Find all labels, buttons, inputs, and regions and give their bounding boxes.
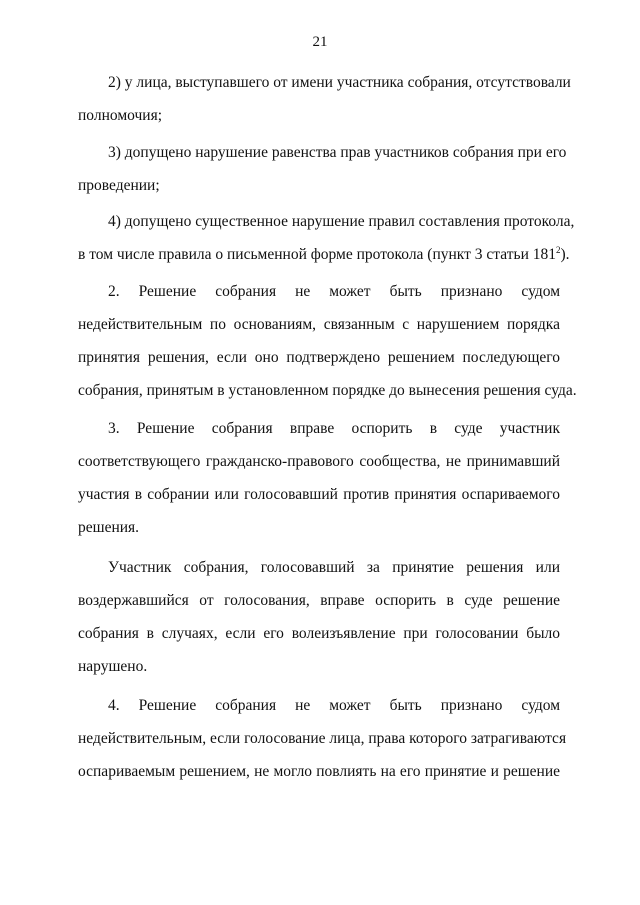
text-line: 2) у лица, выступавшего от имени участника собрания, отсутствовали bbox=[108, 74, 571, 91]
paragraph-item-2 bbox=[78, 66, 571, 132]
paragraph-item-3 bbox=[78, 136, 567, 202]
text-line: принятия решения, если оно подтверждено решением последующего bbox=[78, 349, 560, 366]
paragraph-clause-4 bbox=[78, 689, 567, 788]
text-line: нарушено. bbox=[78, 658, 148, 675]
text-line: оспариваемым решением, не могло повлиять на его принятие и решение bbox=[78, 763, 560, 780]
text-line bbox=[78, 238, 570, 271]
text-line: собрания, принятым в установленном порядке до вынесения решения суда. bbox=[78, 382, 577, 399]
text-line: 4. Решение собрания не может быть признано судом bbox=[108, 697, 560, 714]
text-line: 3) допущено нарушение равенства прав участников собрания при его bbox=[108, 144, 567, 161]
text-line: 2. Решение собрания не может быть признано судом bbox=[108, 283, 560, 300]
text-line: недействительным, если голосование лица, права которого затрагиваются bbox=[78, 730, 567, 747]
text-line: Участник собрания, голосовавший за принятие решения или bbox=[108, 559, 560, 576]
text-line: 4) допущено существенное нарушение правил составления протокола, bbox=[108, 213, 575, 230]
text-line: решения. bbox=[78, 519, 140, 536]
text-line: участия в собрании или голосовавший против принятия оспариваемого bbox=[78, 486, 560, 503]
text-line: полномочия; bbox=[78, 107, 163, 124]
text-segment: в том числе правила о письменной форме протокола (пункт 3 статьи 181 bbox=[78, 246, 556, 263]
paragraph-clause-3 bbox=[78, 412, 560, 544]
paragraph-item-4 bbox=[78, 205, 575, 271]
text-line: недействительным по основаниям, связанным с нарушением порядка bbox=[78, 316, 560, 333]
paragraph-clause-2 bbox=[78, 275, 577, 407]
text-line: соответствующего гражданско-правового сообщества, не принимавший bbox=[78, 453, 560, 470]
text-line: собрания в случаях, если его волеизъявление при голосовании было bbox=[78, 625, 560, 642]
text-line: 3. Решение собрания вправе оспорить в суде участник bbox=[108, 420, 560, 437]
page-number: 21 bbox=[312, 34, 328, 50]
text-line: воздержавшийся от голосования, вправе оспорить в суде решение bbox=[78, 592, 560, 609]
paragraph-participant bbox=[78, 551, 560, 683]
text-line: проведении; bbox=[78, 177, 160, 194]
text-segment: ). bbox=[560, 246, 570, 263]
superscript: 2 bbox=[556, 244, 561, 255]
